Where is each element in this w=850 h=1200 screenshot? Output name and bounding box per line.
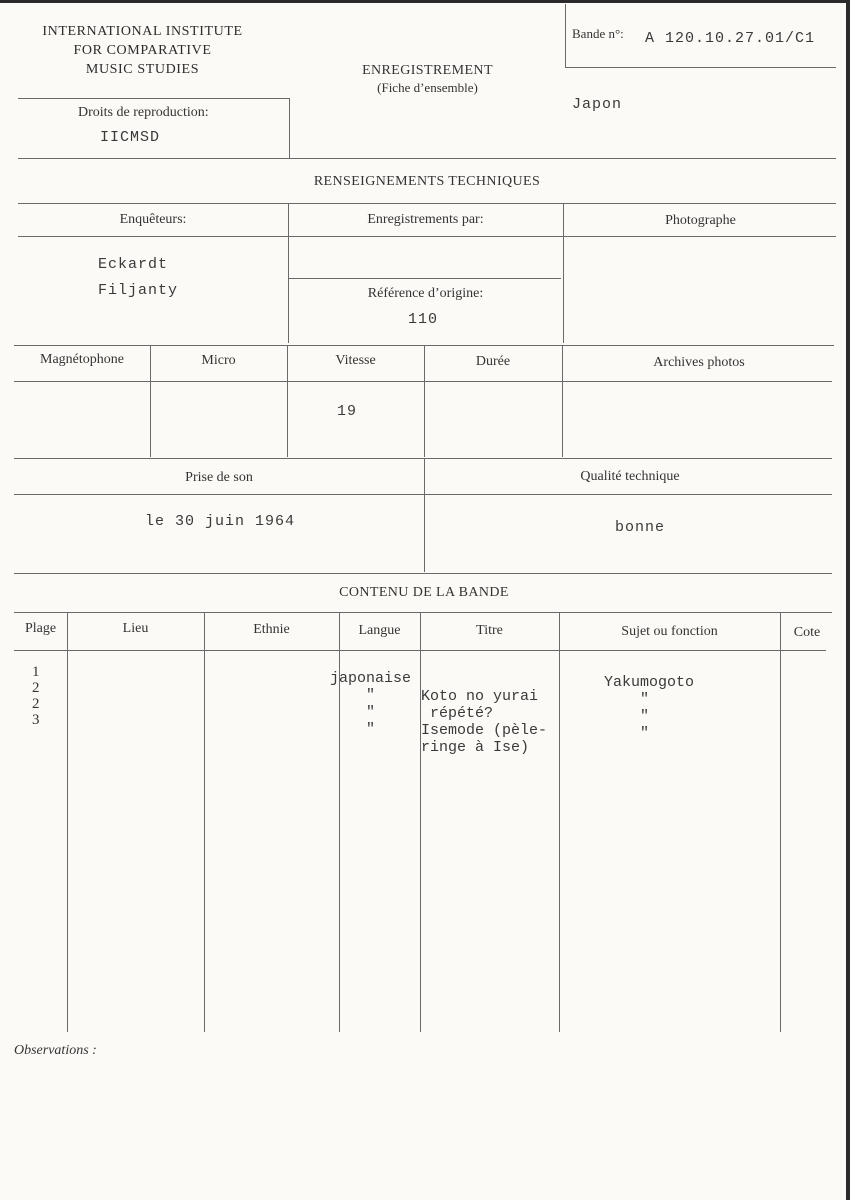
qualite-label: Qualité technique bbox=[580, 469, 680, 484]
bande-box-left bbox=[565, 4, 566, 68]
reference-value: 110 bbox=[407, 311, 438, 328]
enqueteur-1: Eckardt bbox=[98, 256, 169, 273]
tech-header-rule bbox=[18, 236, 836, 237]
column-lieu: Lieu bbox=[122, 621, 149, 636]
micro-label: Micro bbox=[201, 353, 236, 368]
scan-edge-top bbox=[0, 0, 850, 3]
content-col-divider-1 bbox=[67, 612, 68, 1032]
content-header-rule bbox=[14, 650, 826, 651]
observations-label: Observations : bbox=[14, 1043, 97, 1058]
enregistrements-label: Enregistrements par: bbox=[367, 212, 484, 227]
content-col-divider-5 bbox=[559, 612, 560, 1032]
titre-values: Koto no yurai répété? Isemode (pèle- ringe à Ise) bbox=[421, 688, 548, 756]
photographe-label: Photographe bbox=[665, 213, 736, 228]
column-sujet: Sujet ou fonction bbox=[621, 624, 718, 639]
equipment-bottom-rule bbox=[14, 458, 832, 459]
institute-line-2: FOR COMPARATIVE bbox=[73, 43, 212, 58]
rights-box-right bbox=[289, 98, 290, 158]
rights-value: IICMSD bbox=[100, 129, 161, 146]
column-langue: Langue bbox=[358, 623, 401, 638]
prise-label: Prise de son bbox=[185, 470, 253, 485]
qualite-value: bonne bbox=[615, 519, 666, 536]
header-separator bbox=[18, 158, 836, 159]
prise-header-rule bbox=[14, 494, 832, 495]
column-plage: Plage bbox=[24, 621, 57, 636]
content-section-title: CONTENU DE LA BANDE bbox=[339, 585, 509, 600]
content-title-rule bbox=[14, 612, 832, 613]
institute-line-1: INTERNATIONAL INSTITUTE bbox=[42, 24, 243, 39]
content-col-divider-6 bbox=[780, 612, 781, 1032]
form-title bbox=[320, 63, 535, 96]
bande-label: Bande n°: bbox=[572, 26, 624, 41]
vitesse-label: Vitesse bbox=[335, 353, 376, 368]
tech-title-rule bbox=[18, 203, 836, 204]
vitesse-value: 19 bbox=[337, 403, 358, 420]
content-col-divider-2 bbox=[204, 612, 205, 1032]
langue-values: japonaise " " " bbox=[330, 670, 412, 738]
institute-name bbox=[10, 22, 275, 79]
bande-box-bottom bbox=[565, 67, 836, 68]
form-title-main: ENREGISTREMENT bbox=[362, 63, 493, 78]
tech-bottom-rule bbox=[14, 573, 832, 574]
prise-value: le 30 juin 1964 bbox=[145, 513, 296, 530]
enqueteur-2: Filjanty bbox=[98, 282, 179, 299]
archives-label: Archives photos bbox=[653, 355, 745, 370]
duree-label: Durée bbox=[475, 354, 511, 369]
tech-section-title: RENSEIGNEMENTS TECHNIQUES bbox=[313, 174, 541, 189]
bande-number: A 120.10.27.01/C1 bbox=[645, 30, 816, 47]
enqueteurs-label: Enquêteurs: bbox=[119, 212, 187, 227]
rights-label: Droits de reproduction: bbox=[78, 105, 209, 120]
column-titre: Titre bbox=[476, 623, 503, 638]
equipment-header-rule bbox=[14, 381, 832, 382]
institute-line-3: MUSIC STUDIES bbox=[85, 62, 200, 77]
country-value: Japon bbox=[572, 96, 623, 113]
sujet-values: Yakumogoto " " " bbox=[604, 674, 695, 742]
column-cote: Cote bbox=[793, 625, 821, 640]
magnetophone-label: Magnétophone bbox=[40, 352, 124, 367]
content-col-divider-4 bbox=[420, 612, 421, 1032]
reference-rule bbox=[289, 278, 561, 279]
column-ethnie: Ethnie bbox=[253, 622, 290, 637]
form-title-sub: (Fiche d’ensemble) bbox=[377, 80, 478, 95]
reference-label: Référence d’origine: bbox=[367, 286, 484, 301]
rights-box-top bbox=[18, 98, 290, 99]
scan-edge-right bbox=[846, 0, 850, 1200]
plage-values: 1 2 2 3 bbox=[32, 664, 40, 728]
